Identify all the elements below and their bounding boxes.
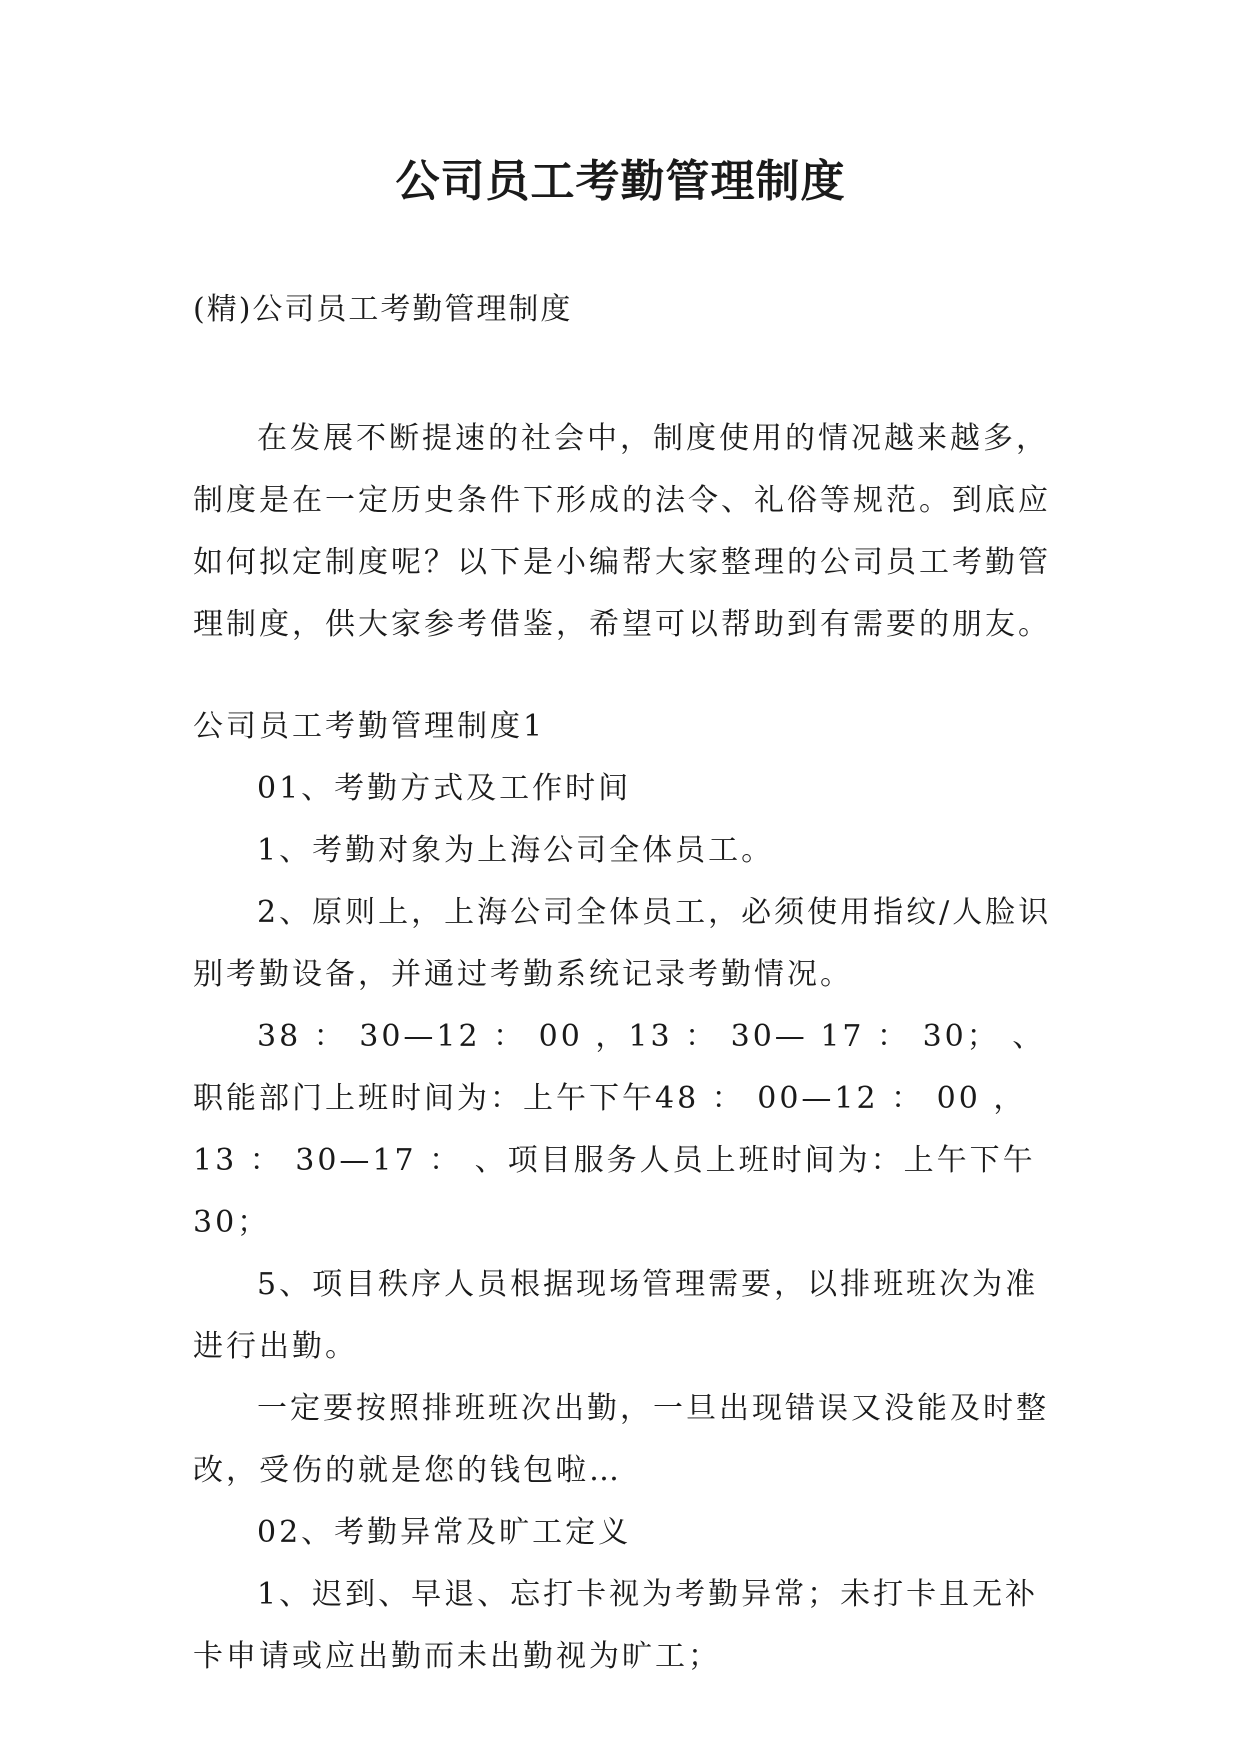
body-paragraph: 38 ： 30—12 ： 00 ，13 ： 30— 17 ： 30； 、职能部门上班时间为：上午下午48 ： 00—12 ： 00 ，13 ： 30—17 ： 、项目服务人员上班时间为：上午下午 30； [193, 1019, 1046, 1240]
body-paragraph: 5、项目秩序人员根据现场管理需要，以排班班次为准进行出勤。 [193, 1267, 1039, 1364]
intro-paragraph: 在发展不断提速的社会中，制度使用的情况越来越多，制度是在一定历史条件下形成的法令、礼俗等规范。到底应如何拟定制度呢？以下是小编帮大家整理的公司员工考勤管理制度，供大家参考借鉴，希望可以帮助到有需要的朋友。 [193, 421, 1051, 642]
document-body [193, 696, 1055, 1688]
document-subtitle: (精)公司员工考勤管理制度 [193, 292, 573, 327]
section-heading: 公司员工考勤管理制度1 [193, 709, 546, 744]
subsection-heading: 01、考勤方式及工作时间 [257, 771, 632, 806]
subsection-heading: 02、考勤异常及旷工定义 [257, 1515, 632, 1550]
body-paragraph: 1、迟到、早退、忘打卡视为考勤异常；未打卡且无补卡申请或应出勤而未出勤视为旷工； [193, 1577, 1039, 1674]
body-paragraph: 一定要按照排班班次出勤，一旦出现错误又没能及时整改，受伤的就是您的钱包啦… [193, 1391, 1049, 1488]
body-paragraph: 1、考勤对象为上海公司全体员工。 [257, 833, 775, 868]
document-title: 公司员工考勤管理制度 [395, 156, 846, 207]
body-paragraph: 2、原则上，上海公司全体员工，必须使用指纹/人脸识别考勤设备，并通过考勤系统记录考勤情况。 [193, 895, 1052, 992]
